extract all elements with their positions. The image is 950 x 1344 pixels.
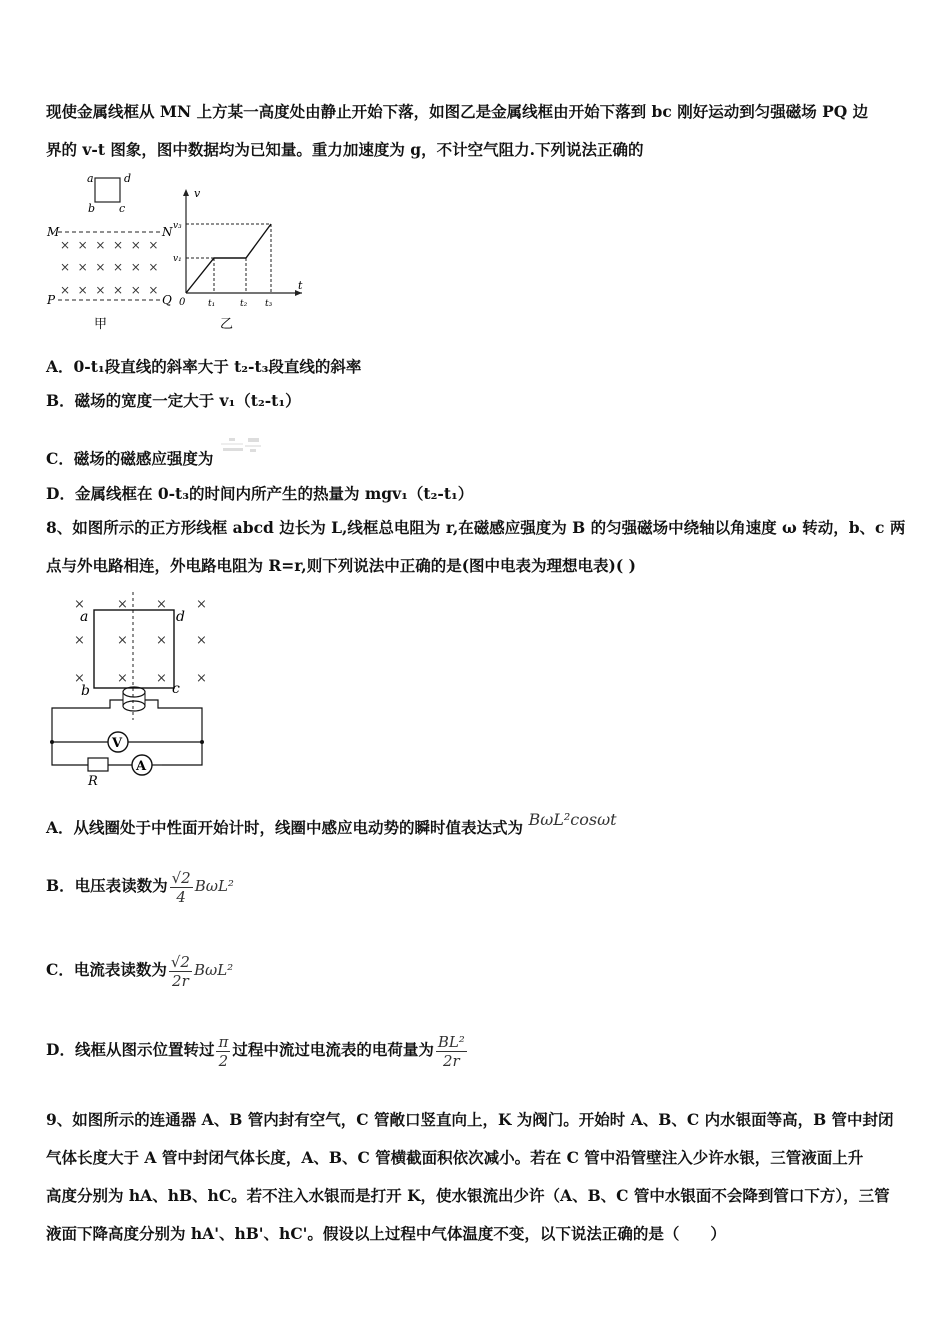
origin-label: 0 — [179, 297, 186, 308]
tick-t2: t₂ — [240, 299, 248, 309]
label-c: c — [172, 681, 180, 697]
q8-option-c-fraction — [169, 953, 192, 990]
label-N: N — [162, 225, 173, 239]
q8-option-b-text: B．电压表读数为 — [46, 876, 168, 895]
q7-intro-line2: 界的 v-t 图象，图中数据均为已知量。重力加速度为 g，不计空气阻力.下列说法正确的 — [46, 140, 644, 159]
svg-text:×: × — [196, 597, 207, 612]
voltmeter-label: V — [112, 736, 123, 751]
q8-option-b-fraction — [170, 869, 193, 906]
label-b: b — [88, 202, 96, 215]
q8-option-c — [46, 950, 233, 990]
axis-label-v: v — [194, 187, 201, 200]
q8-option-d-text: D．线框从图示位置转过 — [46, 1040, 215, 1059]
q9-line2: 气体长度大于 A 管中封闭气体长度，A、B、C 管横截面积依次减小。若在 C 管中沿管壁注入少许水银，三管液面上升 — [46, 1148, 864, 1167]
tick-t1: t₁ — [208, 299, 216, 309]
tick-v3: v₃ — [173, 221, 182, 231]
caption-jia: 甲 — [94, 317, 108, 332]
q7-option-d: D．金属线框在 0-t₃的时间内所产生的热量为 mgv₁（t₂-t₁） — [46, 484, 474, 503]
q7-option-b: B．磁场的宽度一定大于 v₁（t₂-t₁） — [46, 391, 301, 410]
label-d: d — [176, 609, 185, 625]
resistor-R — [88, 758, 108, 771]
q7-option-c-formula-image — [219, 436, 263, 458]
svg-text:×: × — [74, 597, 85, 612]
field-crosses — [60, 238, 158, 297]
q8-option-c-text: C．电流表读数为 — [46, 960, 167, 979]
q8-option-d-num: π — [218, 1032, 229, 1051]
q8-option-c-num: √2 — [170, 952, 190, 971]
q8-option-d-fraction1 — [216, 1033, 230, 1070]
q9-line1: 9、如图所示的连通器 A、B 管内封有空气，C 管敞口竖直向上，K 为阀门。开始时 A、B、C 内水银面等高，B 管中封闭 — [46, 1110, 894, 1129]
q8-line2: 点与外电路相连，外电路电阻为 R=r,则下列说法中正确的是(图中电表为理想电表)( ) — [46, 556, 636, 575]
svg-text:×: × — [117, 633, 128, 648]
q8-option-d — [46, 1030, 469, 1070]
q8-option-b — [46, 866, 234, 906]
label-b: b — [81, 683, 90, 699]
svg-text:×: × — [156, 633, 167, 648]
q8-option-d-mid: 过程中流过电流表的电荷量为 — [232, 1040, 434, 1059]
label-a: a — [87, 172, 94, 185]
q9-line3: 高度分别为 hA、hB、hC。若不注入水银而是打开 K，使水银流出少许（A、B、C 管中水银面不会降到管口下方），三管 — [46, 1186, 890, 1205]
q8-option-d-den: 2 — [218, 1051, 229, 1070]
label-c: c — [119, 202, 126, 215]
svg-text:× × × × × ×: × × × × × × — [60, 238, 159, 252]
q8-option-b-num: √2 — [171, 868, 191, 887]
q8-option-b-den: 4 — [176, 887, 186, 906]
q7-figure-jia — [44, 170, 179, 335]
frame-square — [95, 178, 120, 202]
tick-v1: v₁ — [173, 254, 182, 264]
q8-option-b-tail: BωL² — [194, 877, 234, 895]
tick-t3: t₃ — [265, 299, 273, 309]
q8-option-d-den2: 2r — [442, 1051, 460, 1070]
label-Q: Q — [162, 293, 172, 307]
q7-option-c — [46, 436, 263, 469]
q8-option-c-tail: BωL² — [193, 961, 234, 979]
svg-text:×: × — [74, 633, 85, 648]
q7-option-a: A．0-t₁段直线的斜率大于 t₂-t₃段直线的斜率 — [46, 357, 362, 376]
q7-option-c-text: C．磁场的磁感应强度为 — [46, 449, 214, 468]
svg-text:×: × — [196, 633, 207, 648]
q7-intro-line1: 现使金属线框从 MN 上方某一高度处由静止开始下落，如图乙是金属线框由开始下落到 bc 刚好运动到匀强磁场 PQ 边 — [46, 102, 869, 121]
q8-option-d-num2: BL² — [437, 1032, 465, 1051]
q8-option-a — [46, 810, 617, 838]
q8-line1: 8、如图所示的正方形线框 abcd 边长为 L,线框总电阻为 r,在磁感应强度为 B 的匀强磁场中绕轴以角速度 ω 转动，b、c 两 — [46, 518, 906, 537]
svg-text:×: × — [117, 597, 128, 612]
q7-figure-yi — [172, 185, 312, 335]
svg-text:× × × × × ×: × × × × × × — [60, 283, 159, 297]
label-M: M — [47, 225, 60, 239]
label-a: a — [80, 609, 89, 625]
slip-ring-bottom — [123, 701, 145, 711]
label-R: R — [88, 774, 98, 789]
svg-text:×: × — [117, 671, 128, 686]
q8-option-a-text: A．从线圈处于中性面开始计时，线圈中感应电动势的瞬时值表达式为 — [46, 818, 524, 837]
svg-text:× × × × × ×: × × × × × × — [60, 260, 159, 274]
caption-yi: 乙 — [220, 317, 234, 332]
label-d: d — [124, 172, 132, 185]
q8-option-c-den: 2r — [172, 971, 189, 990]
axis-label-t: t — [298, 279, 303, 292]
q8-option-a-formula: BωL²cosωt — [528, 810, 617, 829]
label-P: P — [47, 293, 56, 307]
q8-option-d-fraction2 — [436, 1033, 467, 1070]
q9-line4: 液面下降高度分别为 hA'、hB'、hC'。假设以上过程中气体温度不变，以下说法正确的是（ ） — [46, 1224, 726, 1243]
svg-text:×: × — [74, 671, 85, 686]
svg-text:×: × — [196, 671, 207, 686]
ammeter-label: A — [136, 759, 147, 774]
q8-figure — [44, 590, 224, 790]
svg-text:×: × — [156, 597, 167, 612]
svg-text:×: × — [156, 671, 167, 686]
